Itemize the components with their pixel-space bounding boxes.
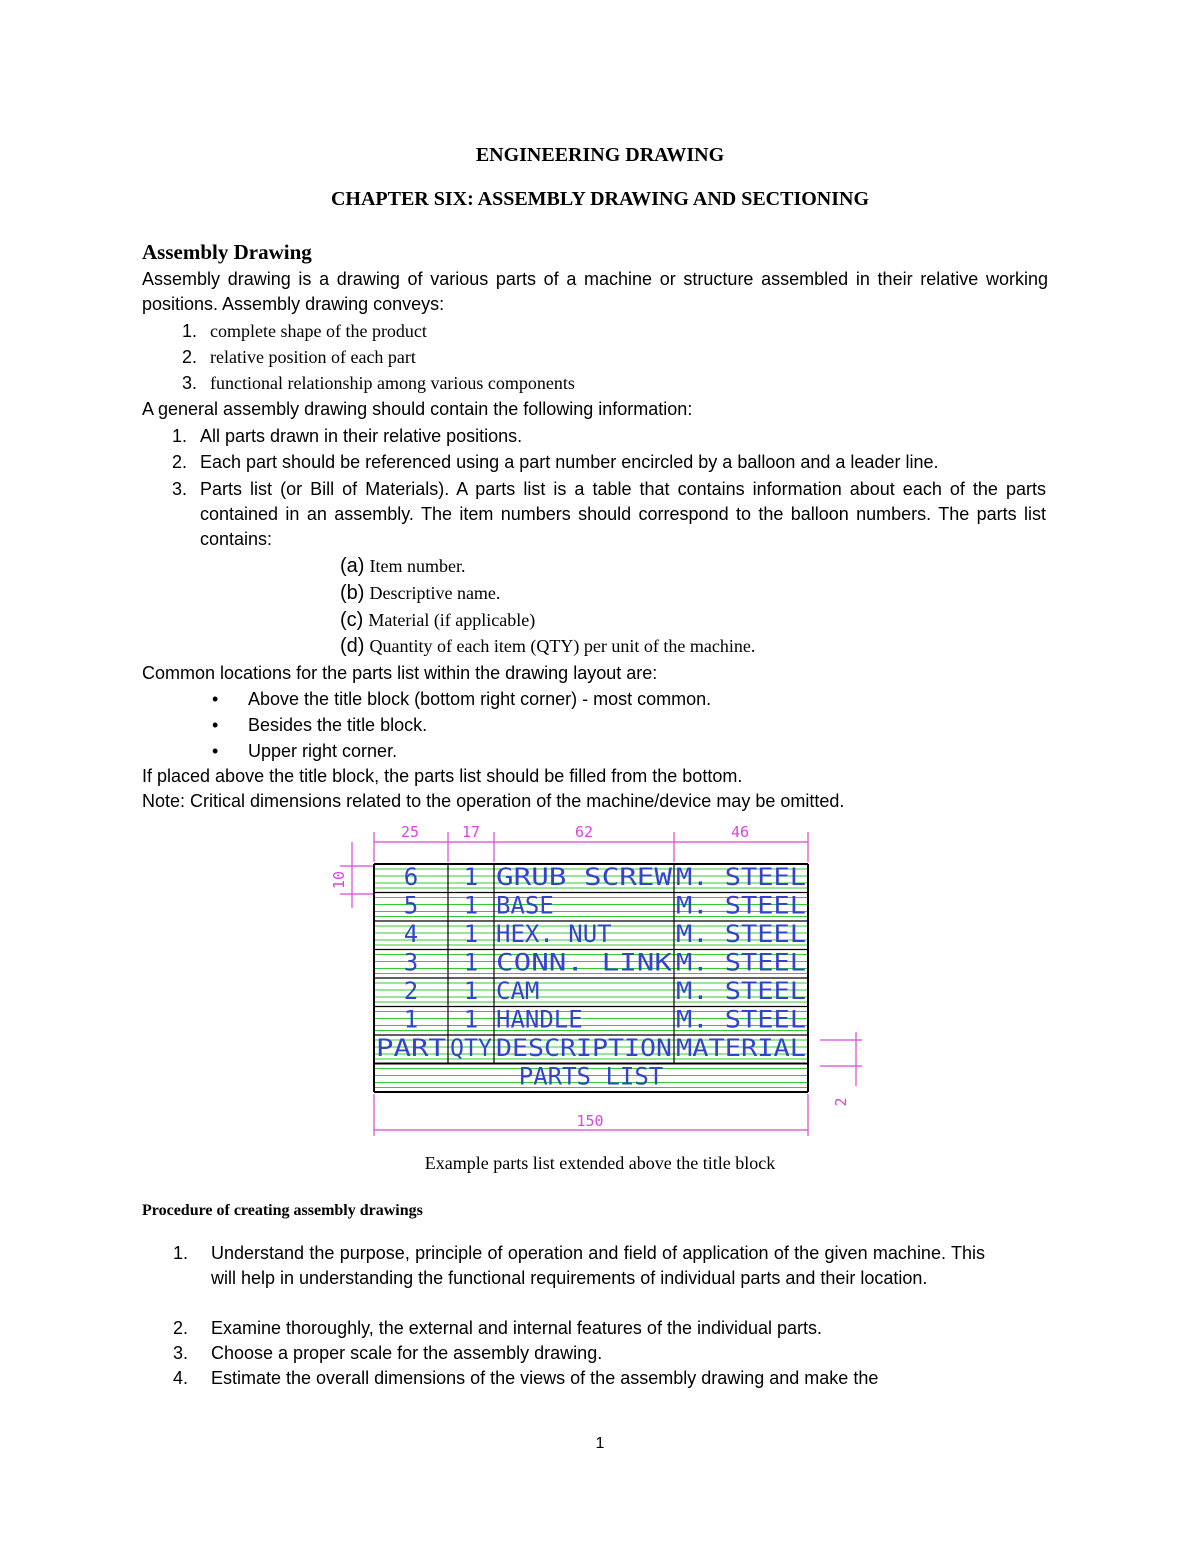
location-bullet-item: • Besides the title block. bbox=[212, 715, 428, 735]
table-cell-qty: 1 bbox=[463, 1005, 479, 1034]
table-cell-mat: M. STEEL bbox=[676, 948, 806, 977]
conveys-item: 2. relative position of each part bbox=[182, 347, 416, 367]
locations-intro: Common locations for the parts list within the drawing layout are: bbox=[142, 663, 658, 683]
table-cell-qty: QTY bbox=[450, 1034, 493, 1062]
critical-note: Note: Critical dimensions related to the operation of the machine/device may be omitted. bbox=[142, 791, 845, 811]
table-cell-desc: BASE bbox=[496, 891, 554, 920]
table-cell-qty: 1 bbox=[463, 948, 479, 977]
table-cell-part: 1 bbox=[403, 1005, 419, 1034]
table-cell-desc: CONN. LINK bbox=[496, 948, 673, 977]
parts-list-attr: (c) Material (if applicable) bbox=[340, 609, 536, 631]
page-number: 1 bbox=[595, 1435, 605, 1452]
location-bullet-item: • Upper right corner. bbox=[212, 741, 398, 761]
table-cell-mat: M. STEEL bbox=[676, 977, 806, 1005]
conveys-item: 3. functional relationship among various components bbox=[182, 373, 575, 393]
table-cell-mat: MATERIAL bbox=[676, 1034, 806, 1062]
parts-list-attr: (d) Quantity of each item (QTY) per unit of the machine. bbox=[340, 635, 756, 657]
dim-label-col1: 25 bbox=[400, 823, 420, 841]
figure-caption: Example parts list extended above the title block bbox=[424, 1153, 776, 1173]
dim-label-total-width: 150 bbox=[576, 1112, 604, 1130]
info-item: 2. Each part should be referenced using a part number encircled by a balloon and a leader line. bbox=[172, 452, 939, 472]
procedure-heading: Procedure of creating assembly drawings bbox=[142, 1202, 423, 1219]
table-footer-title: PARTS LIST bbox=[518, 1062, 664, 1091]
table-cell-mat: M. STEEL bbox=[676, 891, 806, 920]
general-intro: A general assembly drawing should contain the following information: bbox=[142, 399, 693, 419]
procedure-step: 3. Choose a proper scale for the assembly drawing. bbox=[173, 1343, 603, 1363]
table-cell-desc: DESCRIPTION bbox=[496, 1034, 672, 1062]
parts-list-attr: (a) Item number. bbox=[340, 555, 466, 577]
dim-label-title-gap: 2 bbox=[832, 1097, 850, 1107]
table-cell-part: 6 bbox=[403, 863, 419, 891]
table-cell-qty: 1 bbox=[463, 863, 479, 891]
table-cell-qty: 1 bbox=[463, 920, 479, 948]
table-cell-part: PART bbox=[376, 1034, 446, 1062]
table-cell-desc: CAM bbox=[496, 977, 540, 1005]
table-cell-part: 4 bbox=[403, 920, 419, 948]
table-cell-part: 2 bbox=[403, 977, 419, 1005]
info-item: 1. All parts drawn in their relative positions. bbox=[172, 426, 523, 446]
procedure-step: 1. Understand the purpose, principle of operation and field of application of the given machine. This will help in understanding the functional requirements of individual parts and their location. bbox=[173, 1243, 985, 1288]
document-title: ENGINEERING DRAWING bbox=[475, 144, 725, 166]
conveys-item: 1. complete shape of the product bbox=[182, 321, 427, 341]
dim-label-col4: 46 bbox=[730, 823, 750, 841]
fill-note: If placed above the title block, the parts list should be filled from the bottom. bbox=[142, 766, 743, 786]
procedure-step: 4. Estimate the overall dimensions of the views of the assembly drawing and make the bbox=[173, 1368, 879, 1388]
table-cell-desc: HANDLE bbox=[496, 1005, 583, 1034]
dim-label-row-height: 10 bbox=[330, 870, 348, 890]
chapter-title: CHAPTER SIX: ASSEMBLY DRAWING AND SECTIONING bbox=[330, 188, 870, 210]
location-bullet-item: • Above the title block (bottom right corner) - most common. bbox=[212, 689, 712, 709]
table-cell-desc: HEX. NUT bbox=[496, 920, 612, 948]
dim-label-col3: 62 bbox=[574, 823, 594, 841]
parts-list-figure bbox=[330, 818, 870, 1140]
parts-list-attr: (b) Descriptive name. bbox=[340, 582, 501, 604]
intro-paragraph: Assembly drawing is a drawing of various parts of a machine or structure assembled in their relative working positions. Assembly drawing conveys: bbox=[142, 269, 1048, 314]
table-cell-desc: GRUB SCREW bbox=[496, 863, 673, 891]
table-cell-mat: M. STEEL bbox=[676, 863, 806, 891]
table-cell-mat: M. STEEL bbox=[676, 920, 806, 948]
procedure-step: 2. Examine thoroughly, the external and internal features of the individual parts. bbox=[173, 1318, 823, 1338]
dim-label-col2: 17 bbox=[461, 823, 481, 841]
info-item-parts-list: Parts list (or Bill of Materials). A parts list is a table that contains information about each of the parts contained in an assembly. The item numbers should correspond to the balloon numbers. The parts list contains: bbox=[200, 479, 1046, 549]
table-cell-part: 5 bbox=[403, 891, 419, 920]
table-cell-qty: 1 bbox=[463, 891, 479, 920]
info-item-number: 3. bbox=[172, 479, 188, 499]
table-cell-mat: M. STEEL bbox=[676, 1005, 806, 1034]
table-cell-qty: 1 bbox=[463, 977, 479, 1005]
section-heading: Assembly Drawing bbox=[142, 240, 312, 264]
table-cell-part: 3 bbox=[403, 948, 419, 977]
